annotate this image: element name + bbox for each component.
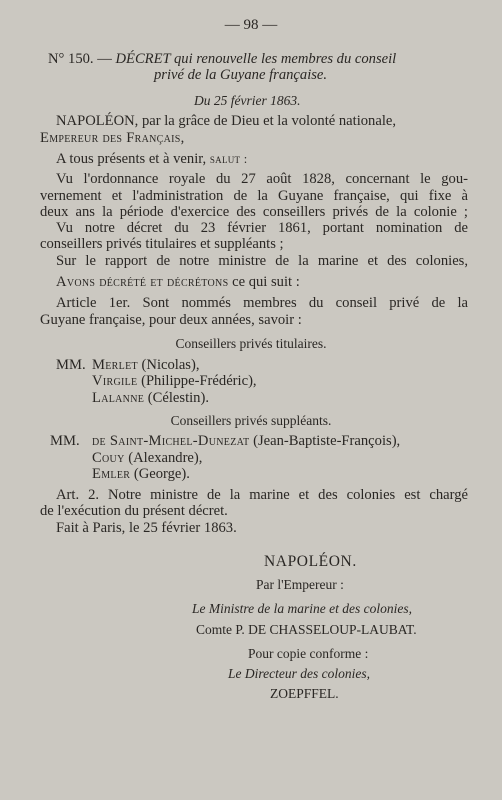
signature-zoepffel: ZOEPFFEL. xyxy=(270,686,339,701)
preamble-napoleon xyxy=(56,112,468,130)
titulaires-mm: MM. xyxy=(56,357,86,373)
suppleants-heading: Conseillers privés suppléants. xyxy=(170,413,332,428)
titulaires-heading: Conseillers privés titulaires. xyxy=(175,336,327,351)
greeting-text: A tous présents et à venir, xyxy=(56,151,207,167)
vu1-line2: vernement et l'administration de la Guyane française, qui fixe à xyxy=(40,188,468,204)
vu1-line1: Vu l'ordonnance royale du 27 août 1828, concernant le gou- xyxy=(56,171,468,187)
member-name: Emler xyxy=(92,466,131,482)
article2-line2: de l'exécution du présent décret. xyxy=(40,503,228,519)
decree-title: DÉCRET qui renouvelle les membres du conseil xyxy=(115,51,397,67)
titulaire-row xyxy=(92,372,257,390)
titulaire-row xyxy=(92,389,209,407)
page-number: — 98 — xyxy=(224,17,278,33)
member-name: Couy xyxy=(92,450,125,466)
greeting xyxy=(56,150,248,168)
fait-a-paris: Fait à Paris, le 25 février 1863. xyxy=(56,520,237,536)
ministre-title: Le Ministre de la marine et des colonies, xyxy=(192,601,412,616)
avons-decrete: Avons décrété et décrétons xyxy=(56,274,229,290)
member-name: Merlet xyxy=(92,357,138,373)
member-given: (Philippe-Frédéric), xyxy=(141,373,257,389)
member-given: (Célestin). xyxy=(147,390,209,406)
directeur-title: Le Directeur des colonies, xyxy=(228,666,370,681)
signature-napoleon: NAPOLÉON. xyxy=(264,553,357,570)
suppleant-row xyxy=(92,465,190,483)
suppleants-mm: MM. xyxy=(50,433,80,449)
grace-text: par la grâce de Dieu et la volonté nationale, xyxy=(141,113,397,129)
member-name: de Saint-Michel-Dunezat xyxy=(92,433,250,449)
article1-line2: Guyane française, pour deux années, savoir : xyxy=(40,312,302,328)
member-given: (Alexandre), xyxy=(128,450,203,466)
greeting-salut: salut : xyxy=(209,152,248,166)
member-name: Lalanne xyxy=(92,390,145,406)
suppleant-row xyxy=(92,432,400,450)
napoleon-name: NAPOLÉON, xyxy=(56,113,139,129)
member-given: (George). xyxy=(133,466,190,482)
ce-qui-suit: ce qui suit : xyxy=(232,274,300,290)
par-l-empereur: Par l'Empereur : xyxy=(256,577,344,592)
vu2-line2: conseillers privés titulaires et suppléants ; xyxy=(40,236,284,252)
decree-number: N° 150. xyxy=(48,51,94,67)
vu2-line1: Vu notre décret du 23 février 1861, portant nomination de xyxy=(56,220,468,236)
article2-line1: Art. 2. Notre ministre de la marine et des colonies est chargé xyxy=(56,487,468,503)
member-name: Virgile xyxy=(92,373,138,389)
sur-le-rapport: Sur le rapport de notre ministre de la marine et des colonies, xyxy=(56,253,468,269)
enactment xyxy=(56,273,300,291)
member-given: (Nicolas), xyxy=(141,357,200,373)
article1-line1: Article 1er. Sont nommés membres du conseil privé de la xyxy=(56,295,468,311)
decree-dash: — xyxy=(97,51,112,67)
pour-copie-conforme: Pour copie conforme : xyxy=(248,646,369,661)
signature-comte: Comte P. DE CHASSELOUP-LAUBAT. xyxy=(196,622,417,637)
decree-title-line2: privé de la Guyane française. xyxy=(154,67,328,83)
member-given: (Jean-Baptiste-François), xyxy=(253,433,401,449)
decree-date: Du 25 février 1863. xyxy=(194,93,301,108)
emperor-title: Empereur des Français, xyxy=(40,130,185,146)
vu1-line3: deux ans la période d'exercice des conseillers privés de la colonie ; xyxy=(40,204,468,220)
